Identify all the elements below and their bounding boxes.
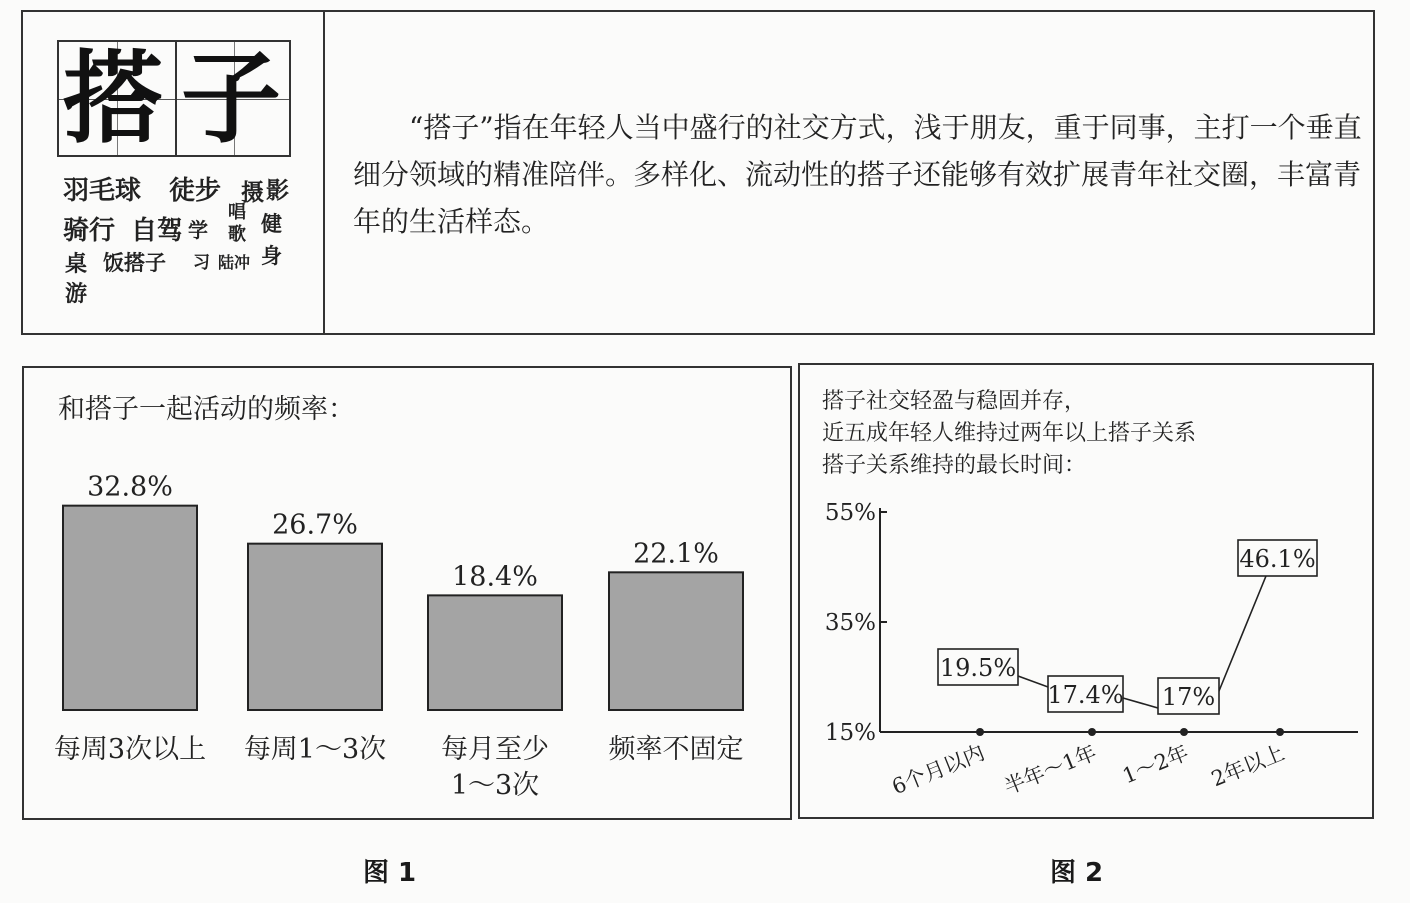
- figure2-title-line-1: 搭子社交轻盈与稳固并存，: [822, 389, 1087, 414]
- category-label: 每周1～3次: [243, 734, 387, 765]
- bar: [609, 572, 743, 710]
- x-tick-dot: [1276, 728, 1284, 736]
- category-label: 频率不固定: [608, 734, 744, 765]
- x-category-label: 半年～1年: [1000, 740, 1100, 800]
- keyword-photo-1: 摄: [241, 180, 264, 206]
- keyword-fitness-1: 健: [261, 212, 282, 236]
- keyword-study-1: 学: [188, 218, 208, 242]
- x-tick-dot: [1088, 728, 1096, 736]
- bar: [428, 595, 562, 710]
- category-label: 每月至少: [441, 734, 549, 765]
- keyword-selfdrive: 自驾: [131, 216, 184, 246]
- figure2-line-chart: [800, 365, 1372, 817]
- title-grid: [57, 40, 291, 157]
- bar-value-label: 18.4%: [452, 561, 538, 593]
- panel-divider: [323, 12, 325, 333]
- keyword-badminton: 羽毛球: [63, 176, 142, 206]
- category-label: 1～3次: [450, 770, 540, 801]
- keyword-boardgame-1: 桌: [65, 252, 88, 277]
- figure2-title-line-2: 近五成年轻人维持过两年以上搭子关系: [822, 421, 1197, 446]
- figure1-caption: 图 1: [363, 858, 417, 888]
- keyword-hiking: 徒步: [169, 176, 222, 206]
- x-category-label: 6个月以内: [888, 740, 988, 800]
- y-tick-label: 15%: [824, 720, 876, 746]
- x-category-label: 2年以上: [1208, 740, 1288, 792]
- x-category-label: 1～2年: [1119, 740, 1192, 789]
- title-char-da: 搭: [63, 40, 163, 157]
- bar: [248, 544, 382, 710]
- keyword-fitness-2: 身: [261, 244, 282, 268]
- keyword-meal: 饭搭子: [103, 251, 166, 275]
- figure1-panel: [22, 366, 792, 820]
- bar-value-label: 22.1%: [633, 538, 719, 570]
- keyword-sing-2: 歌: [228, 224, 246, 245]
- category-label: 每周3次以上: [53, 734, 207, 765]
- figure1-bar-chart: [24, 368, 790, 818]
- keyword-photo-2: 影: [266, 178, 289, 204]
- keyword-study-2: 习: [193, 253, 210, 273]
- figure2-caption: 图 2: [1050, 858, 1104, 888]
- keyword-cycling: 骑行: [63, 216, 116, 246]
- grid-line: [175, 42, 177, 155]
- x-tick-dot: [976, 728, 984, 736]
- bar-value-label: 32.8%: [87, 471, 173, 503]
- data-label: 46.1%: [1239, 545, 1316, 573]
- y-tick-label: 35%: [824, 610, 876, 636]
- y-tick-label: 55%: [824, 500, 876, 526]
- data-label: 17%: [1161, 683, 1216, 711]
- figure1-title: 和搭子一起活动的频率：: [58, 394, 355, 425]
- keyword-sing-1: 唱: [228, 202, 246, 223]
- title-char-zi: 子: [181, 40, 281, 157]
- keyword-boardgame-2: 游: [65, 282, 88, 307]
- keyword-surfskate: 陆冲: [218, 253, 251, 272]
- bar: [63, 506, 197, 710]
- bar-value-label: 26.7%: [272, 509, 358, 541]
- x-tick-dot: [1180, 728, 1188, 736]
- figure2-panel: [798, 363, 1374, 819]
- data-label: 19.5%: [939, 654, 1017, 682]
- intro-panel: [21, 10, 1375, 335]
- intro-paragraph: “搭子”指在年轻人当中盛行的社交方式，浅于朋友，重于同事，主打一个垂直细分领域的精准陪伴。多样化、流动性的搭子还能够有效扩展青年社交圈，丰富青年的生活样态。: [353, 111, 1362, 238]
- figure2-title-line-3: 搭子关系维持的最长时间：: [822, 453, 1087, 478]
- data-label: 17.4%: [1047, 681, 1124, 709]
